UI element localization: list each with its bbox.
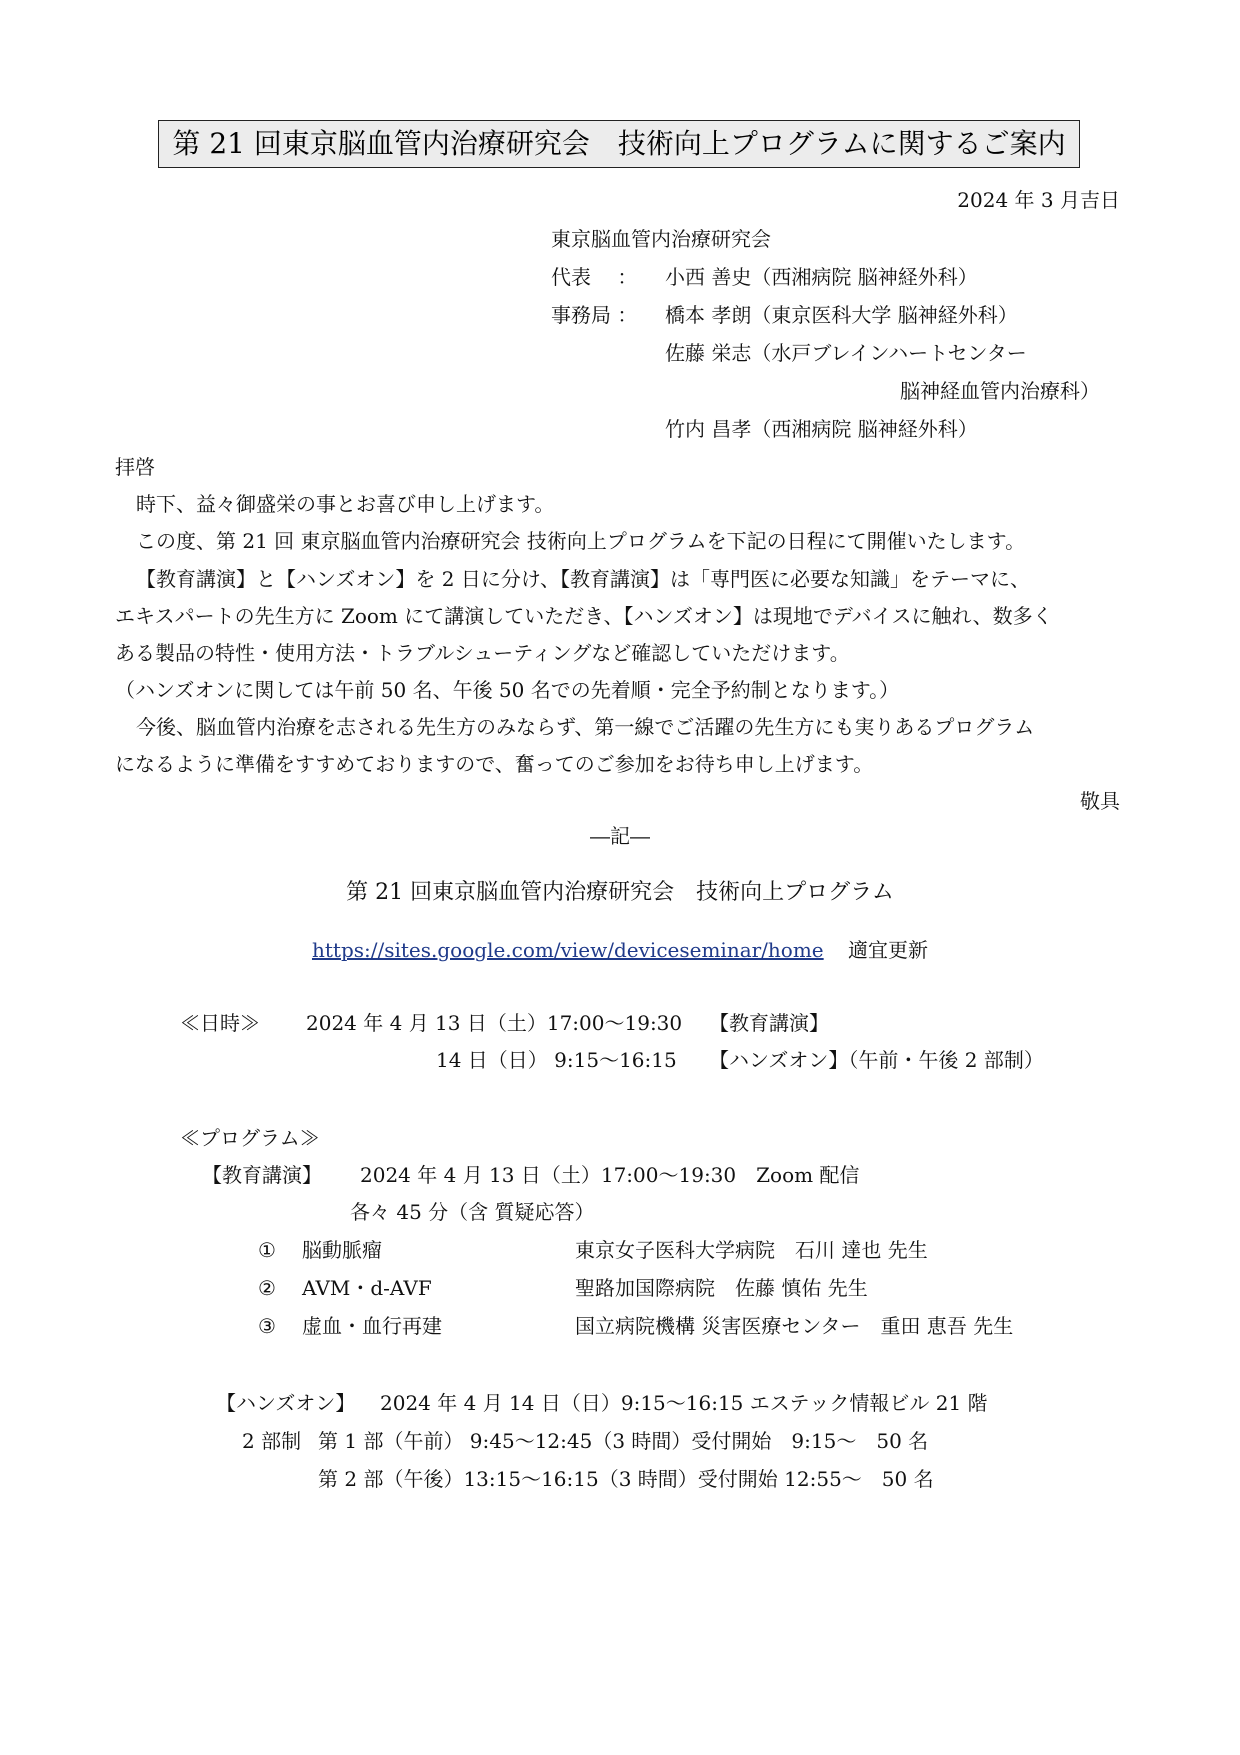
letter-paragraph-3c: ある製品の特性・使用方法・トラブルシューティングなど確認していただけます。 (115, 641, 850, 665)
lecture-datetime: 2024 年 4 月 13 日（土）17:00～19:30 Zoom 配信 (360, 1163, 860, 1187)
schedule-day-2: 14 日（日） 9:15～16:15 (436, 1048, 677, 1072)
letter-opening: 拝啓 (115, 455, 155, 479)
handson-part-1: 第 1 部（午前） 9:45～12:45（3 時間）受付開始 9:15～ 50 名 (318, 1429, 929, 1453)
organizer-name: 東京脳血管内治療研究会 (551, 227, 771, 251)
lecture-speaker: 国立病院機構 災害医療センター 重田 恵吾 先生 (575, 1314, 1014, 1338)
letter-paragraph-3b: エキスパートの先生方に Zoom にて講演していただき、【ハンズオン】は現地でデバイスに触れ、数多く (115, 604, 1053, 628)
document-title: 第 21 回東京脳血管内治療研究会 技術向上プログラムに関するご案内 (158, 120, 1080, 168)
lecture-topic: 脳動脈瘤 (302, 1238, 382, 1262)
office-member-2: 佐藤 栄志（水戸ブレインハートセンター (665, 341, 1027, 365)
office-label: 事務局 ： (551, 303, 638, 327)
letter-paragraph-2: この度、第 21 回 東京脳血管内治療研究会 技術向上プログラムを下記の日程にて開催いたします。 (136, 529, 1026, 553)
schedule-day-2-type: 【ハンズオン】（午前・午後 2 部制） (709, 1048, 1044, 1072)
representative-label: 代表 ： (551, 265, 638, 289)
handson-header: 【ハンズオン】 (216, 1391, 356, 1415)
schedule-day-1: 2024 年 4 月 13 日（土）17:00～19:30 (306, 1011, 683, 1035)
lecture-speaker: 聖路加国際病院 佐藤 慎佑 先生 (575, 1276, 868, 1300)
letter-paragraph-1: 時下、益々御盛栄の事とお喜び申し上げます。 (136, 492, 555, 516)
letter-paragraph-5a: 今後、脳血管内治療を志される先生方のみならず、第一線でご活躍の先生方にも実りあるプログラム (136, 715, 1035, 739)
lecture-duration: 各々 45 分（含 質疑応答） (350, 1200, 595, 1224)
program-label: ≪プログラム≫ (180, 1126, 320, 1150)
handson-parts-label: 2 部制 (242, 1429, 302, 1453)
office-member-2-dept: 脳神経血管内治療科） (900, 379, 1100, 403)
lecture-num: ③ (258, 1314, 276, 1338)
office-member-3: 竹内 昌孝（西湘病院 脳神経外科） (665, 417, 978, 441)
lecture-speaker: 東京女子医科大学病院 石川 達也 先生 (575, 1238, 928, 1262)
schedule-label: ≪日時≫ (180, 1011, 260, 1035)
program-title: 第 21 回東京脳血管内治療研究会 技術向上プログラム (346, 880, 894, 905)
website-link[interactable]: https://sites.google.com/view/deviceseminar/home (311, 938, 824, 962)
website-note: 適宜更新 (848, 938, 929, 962)
lecture-num: ② (258, 1276, 276, 1300)
representative: 小西 善史（西湘病院 脳神経外科） (665, 265, 978, 289)
handson-part-2: 第 2 部（午後）13:15～16:15（3 時間）受付開始 12:55～ 50 名 (318, 1467, 934, 1491)
letter-paragraph-3a: 【教育講演】と【ハンズオン】を 2 日に分け、【教育講演】は「専門医に必要な知識」をテーマに、 (136, 567, 1031, 591)
handson-datetime: 2024 年 4 月 14 日（日）9:15～16:15 エステック情報ビル 21 階 (380, 1391, 988, 1415)
letter-paragraph-5b: になるように準備をすすめておりますので、奮ってのご参加をお待ち申し上げます。 (115, 752, 874, 776)
lecture-topic: AVM・d-AVF (302, 1276, 432, 1300)
letter-paragraph-4: （ハンズオンに関しては午前 50 名、午後 50 名での先着順・完全予約制となります。） (115, 678, 900, 702)
schedule-day-1-type: 【教育講演】 (709, 1011, 829, 1035)
issue-date: 2024 年 3 月吉日 (957, 188, 1120, 212)
lecture-header: 【教育講演】 (202, 1163, 322, 1187)
lecture-topic: 虚血・血行再建 (302, 1314, 442, 1338)
office-member-1: 橋本 孝朗（東京医科大学 脳神経外科） (665, 303, 1018, 327)
ki-marker: ―記― (590, 824, 650, 848)
website-line (0, 937, 1240, 963)
letter-closing: 敬具 (1080, 789, 1120, 813)
lecture-num: ① (258, 1238, 276, 1262)
